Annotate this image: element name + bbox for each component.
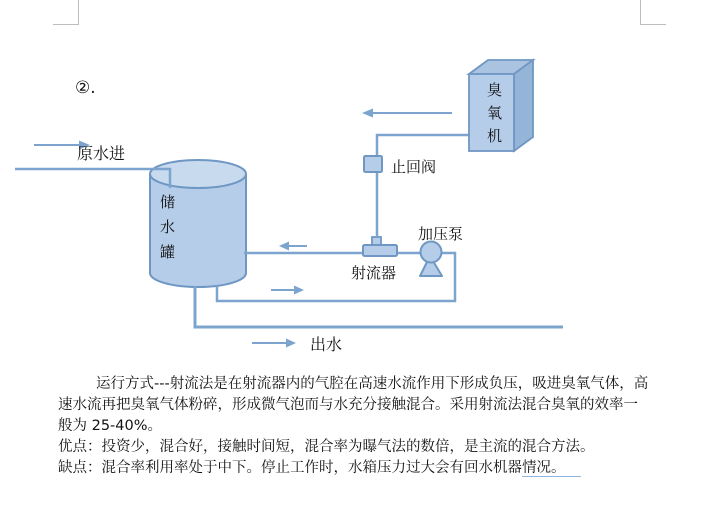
operation-line-1: 运行方式---射流法是在射流器内的气腔在高速水流作用下形成负压，吸进臭氧气体，高 xyxy=(96,376,649,392)
section-marker: ②. xyxy=(75,78,96,98)
operation-line-3: 般为 25-40%。 xyxy=(58,418,163,434)
check-valve-label: 止回阀 xyxy=(391,158,437,176)
circulation-pipe xyxy=(217,253,455,301)
disadvantages-line xyxy=(58,458,698,479)
loop-flow-arrow-icon xyxy=(271,286,304,295)
operation-line-2: 速水流再把臭氧气体粉碎，形成微气泡而与水充分接触混合。采用射流法混合臭氧的效率一 xyxy=(58,397,638,413)
ozone-gas-pipe xyxy=(377,135,469,236)
return-flow-arrow-icon xyxy=(279,242,307,251)
raw-water-in-label: 原水进 xyxy=(77,144,126,163)
disadvantages-underlined-text: 情况。 xyxy=(522,460,581,477)
ozone-machine-label: 臭氧机 xyxy=(485,82,503,151)
advantages-line: 优点：投资少，混合好，接触时间短，混合率为曝气法的数倍，是主流的混合方法。 xyxy=(58,439,595,455)
pressure-pump-shape xyxy=(420,242,442,277)
inlet-pipe xyxy=(15,169,170,188)
check-valve-shape xyxy=(364,156,382,172)
jet-ejector-shape xyxy=(363,237,397,256)
outlet-flow-arrow-icon xyxy=(252,339,296,348)
disadvantages-text: 缺点：混合率利用率处于中下。停止工作时，水箱压力过大会有回水机器 xyxy=(58,460,522,476)
ozone-flow-arrow-icon xyxy=(362,109,452,118)
description-text-block xyxy=(58,374,698,479)
storage-tank-label: 储水罐 xyxy=(158,194,176,269)
pressure-pump-label: 加压泵 xyxy=(418,225,464,243)
outlet-pipe xyxy=(195,286,563,327)
water-out-label: 出水 xyxy=(310,335,343,354)
jet-ejector-label: 射流器 xyxy=(351,264,397,282)
